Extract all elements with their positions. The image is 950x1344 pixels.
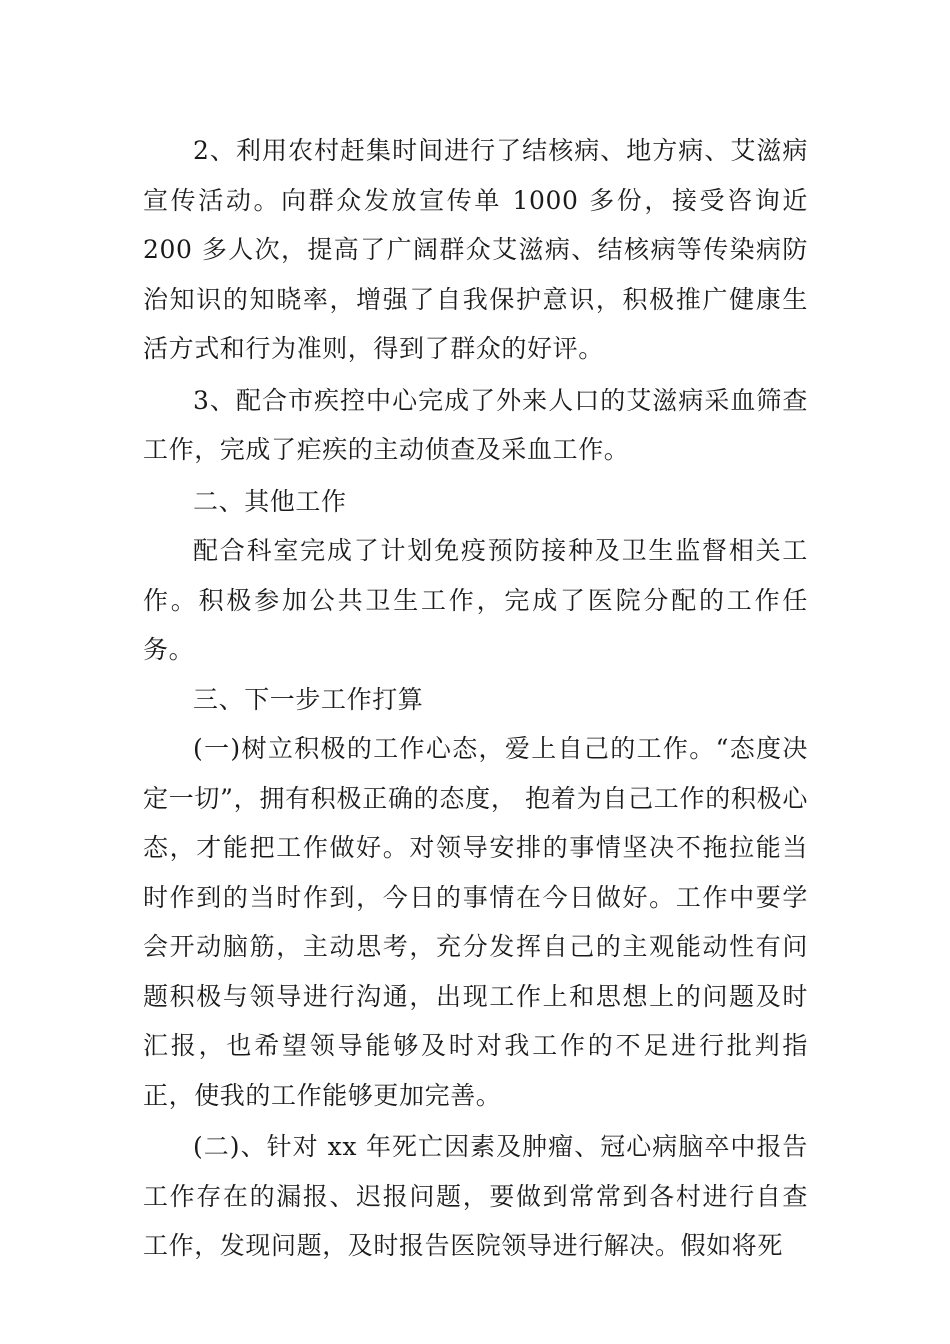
paragraph-reporting: (二)、针对 xx 年死亡因素及肿瘤、冠心病脑卒中报告工作存在的漏报、迟报问题，要做到常常到各村进行自查工作，发现问题，及时报告医院领导进行解决。假如将死: [143, 1132, 808, 1260]
paragraph-aids-screening: 3、配合市疾控中心完成了外来人口的艾滋病采血筛查工作，完成了疟疾的主动侦查及采血工作。: [143, 385, 808, 464]
paragraph-health-campaign: 2、利用农村赶集时间进行了结核病、地方病、艾滋病宣传活动。向群众发放宣传单 1000 多份，接受咨询近 200 多人次，提高了广阔群众艾滋病、结核病等传染病防治知识的知晓率，增强了自我保护意识，积极推广健康生活方式和行为准则，得到了群众的好评。: [143, 136, 808, 363]
paragraph-work-attitude: (一)树立积极的工作心态，爱上自己的工作。“态度决定一切”，拥有积极正确的态度， 抱着为自己工作的积极心态，才能把工作做好。对领导安排的事情坚决不拖拉能当时作到的当时作到，今日的事情在今日做好。工作中要学会开动脑筋，主动思考，充分发挥自己的主观能动性有问题积极与领导进行沟通，出现工作上和思想上的问题及时汇报，也希望领导能够及时对我工作的不足进行批判指正，使我的工作能够更加完善。: [143, 734, 808, 1110]
heading-other-work: 二、其他工作: [193, 486, 347, 516]
paragraph-other-work: 配合科室完成了计划免疫预防接种及卫生监督相关工作。积极参加公共卫生工作，完成了医院分配的工作任务。: [143, 536, 808, 664]
document-body: [143, 126, 808, 1271]
heading-next-steps: 三、下一步工作打算: [193, 684, 424, 714]
